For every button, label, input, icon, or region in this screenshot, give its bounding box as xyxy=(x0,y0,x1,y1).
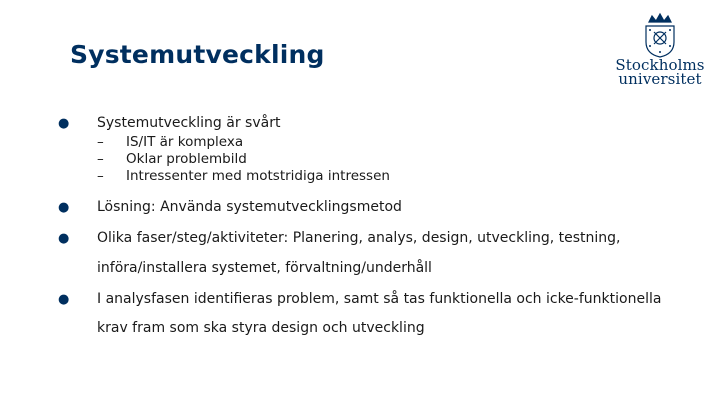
bullet-text: Lösning: Använda systemutvecklingsmetod xyxy=(97,199,402,215)
university-logo xyxy=(612,12,708,98)
bullet-marker: ● xyxy=(58,116,70,131)
dash-marker: – xyxy=(97,151,104,167)
bullet-text-line2: införa/installera systemet, förvaltning/underhåll xyxy=(97,260,432,276)
bullet-text-line1: I analysfasen identifieras problem, samt så tas funktionella och icke-funktionella xyxy=(97,291,662,307)
bullet-text: Systemutveckling är svårt xyxy=(97,115,281,131)
bullet-text-line2: krav fram som ska styra design och utveckling xyxy=(97,320,425,336)
dash-marker: – xyxy=(97,134,104,150)
logo-text-line2: universitet xyxy=(618,70,702,88)
sub-bullet-text: Intressenter med motstridiga intressen xyxy=(126,168,390,184)
bullet-marker: ● xyxy=(58,231,70,246)
sub-bullet-text: Oklar problembild xyxy=(126,151,247,167)
bullet-text-line1: Olika faser/steg/aktiviteter: Planering, analys, design, utveckling, testning, xyxy=(97,230,621,246)
sub-bullet xyxy=(97,134,243,150)
sub-bullet xyxy=(97,151,247,167)
logo-text-line1: Stockholms xyxy=(615,56,705,74)
bullet-marker: ● xyxy=(58,200,70,215)
bullet-marker: ● xyxy=(58,292,70,307)
sub-bullet-text: IS/IT är komplexa xyxy=(126,134,244,150)
dash-marker: – xyxy=(97,168,104,184)
slide-title: Systemutveckling xyxy=(70,40,325,69)
sub-bullet xyxy=(97,168,390,184)
crown-seal-icon xyxy=(640,12,680,58)
